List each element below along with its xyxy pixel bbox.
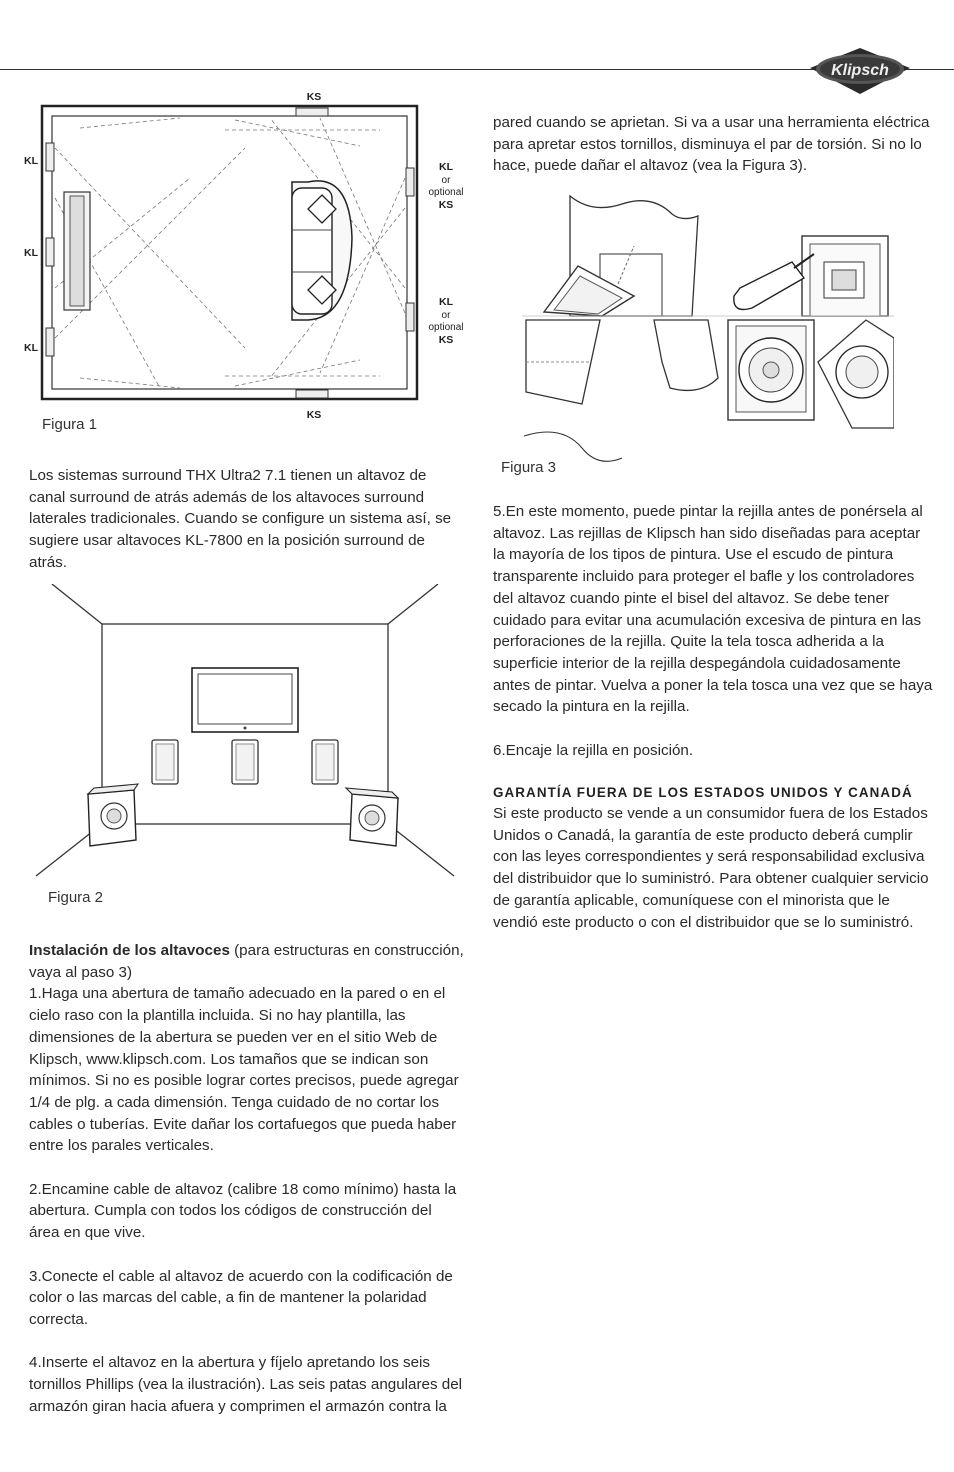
figure-3-installation <box>522 192 894 474</box>
figure-1-room-layout <box>20 88 480 418</box>
install-note: (para estructuras en construcción, vaya al paso 3) <box>29 942 464 981</box>
label-ks-right-2: KS <box>438 334 454 346</box>
step-5: 5.En este momento, puede pintar la rejilla antes de ponérsela al altavoz. Las rejillas de Klipsch han sido diseñadas para aceptar la mayoría de los tipos de pintura. Use el escudo de pintura transparente incluido para proteger el bafle y los controladores del altavoz cuando pinte el bisel del altavoz. Se debe tener cuidado para evitar una acumulación excesiva de pintura en las perforaciones de la rejilla. Quite la tela tosca adherida a la superficie interior de la rejilla despegándola cuidadosamente antes de pintar. Vuelva a poner la tela tosca una vez que se haya secado la pintura en la rejilla. <box>493 503 933 716</box>
label-kl-left-1: KL <box>24 155 38 167</box>
step-3: 3.Conecte el cable al altavoz de acuerdo con la codificación de color o las marcas del cable, a fin de mantener la polaridad correcta. <box>29 1267 453 1328</box>
install-heading: Instalación de los altavoces <box>29 942 230 959</box>
label-ks-right-1: KS <box>438 199 454 211</box>
label-kl-left-3: KL <box>24 342 38 354</box>
label-kl-left-2: KL <box>24 247 38 259</box>
figure-1-caption: Figura 1 <box>42 416 98 433</box>
step-1: 1.Haga una abertura de tamaño adecuado en la pared o en el cielo raso con la plantilla incluida. Si no hay plantilla, las dimensiones de la abertura se pueden ver en el sitio Web de Klipsch, www.klipsch.com. Los tamaños que se indican son mínimos. Si no es posible lograr cortes precisos, puede agregar 1/4 de plg. a cada dimensión. Tenga cuidado de no cortar los cables o tuberías. Evite dañar los cortafuegos que pueda haber entre los parales verticales. <box>29 985 459 1155</box>
steps-5-6 <box>493 501 933 761</box>
klipsch-logo <box>808 46 912 96</box>
step-4-continued-text: pared cuando se aprietan. Si va a usar una herramienta eléctrica para apretar estos tornillos, disminuya el par de torsión. Si no lo hace, puede dañar el altavoz (vea la Figura 3). <box>493 114 930 175</box>
label-kl-right-2: KL <box>439 296 453 308</box>
figure-3-caption: Figura 3 <box>501 459 557 476</box>
figure-2-caption: Figura 2 <box>48 889 104 906</box>
label-optional-right-1: optional <box>428 187 464 198</box>
warranty-heading: GARANTÍA FUERA DE LOS ESTADOS UNIDOS Y CANADÁ <box>493 785 913 800</box>
label-optional-right-2: optional <box>428 322 464 333</box>
install-section <box>29 940 464 1417</box>
warranty-section <box>493 803 933 933</box>
step-4-continued <box>493 112 933 177</box>
figure-2-front-wall <box>34 584 458 880</box>
label-kl-right-1: KL <box>439 161 453 173</box>
step-4: 4.Inserte el altavoz en la abertura y fíjelo apretando los seis tornillos Phillips (vea la ilustración). Las seis patas angulares del armazón giran hacia afuera y comprimen el armazón contra la <box>29 1354 463 1415</box>
step-6: 6.Encaje la rejilla en posición. <box>493 741 694 759</box>
label-ks-top: KS <box>306 91 322 103</box>
step-2: 2.Encamine cable de altavoz (calibre 18 como mínimo) hasta la abertura. Cumpla con todos los códigos de construcción del área en que vive. <box>29 1180 457 1242</box>
label-or-right-2: or <box>441 310 451 321</box>
label-or-right-1: or <box>441 175 451 186</box>
install-intro <box>29 940 464 983</box>
logo-text: Klipsch <box>831 62 889 79</box>
warranty-text: Si este producto se vende a un consumidor fuera de los Estados Unidos o Canadá, la garantía de este producto deberá cumplir con las leyes correspondientes y será responsabilidad exclusiva del distribuidor que lo suministró. Para obtener cualquier servicio de garantía aplicable, comuníquese con el minorista que le vendió este producto o con el distribuidor que se lo suministró. <box>493 805 929 931</box>
label-ks-bottom: KS <box>306 409 322 418</box>
intro-paragraph <box>29 465 464 574</box>
intro-text: Los sistemas surround THX Ultra2 7.1 tienen un altavoz de canal surround de atrás además de los altavoces surround laterales tradicionales. Cuando se configure un sistema así, se sugiere usar altavoces KL-7800 en la posición surround de atrás. <box>29 467 452 571</box>
